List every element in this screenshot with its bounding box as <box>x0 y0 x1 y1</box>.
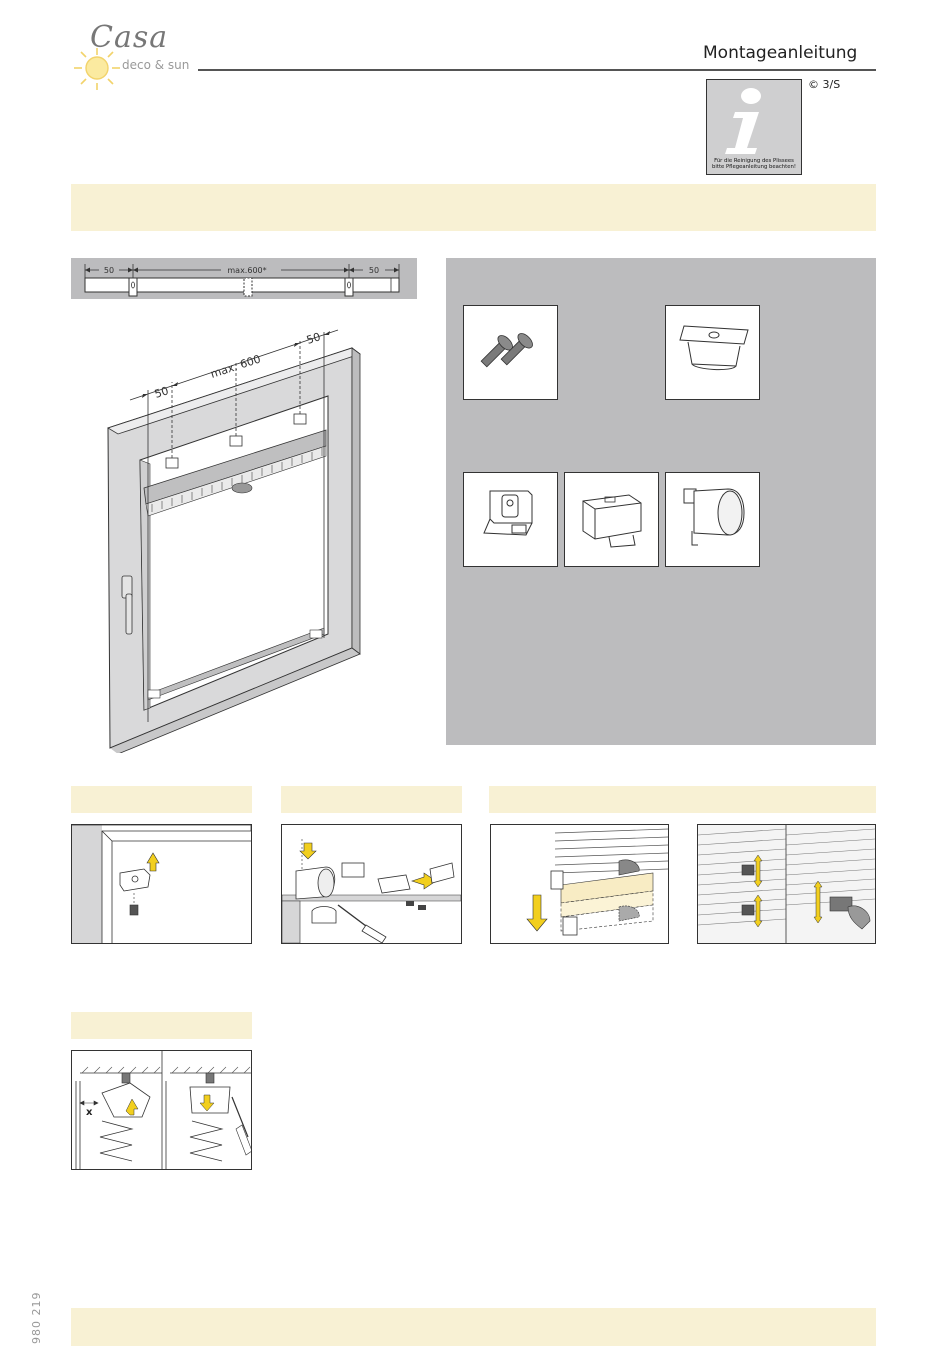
top-info-band <box>71 184 876 231</box>
step1-mount-plate <box>71 824 252 944</box>
screwdriver-icon <box>362 925 386 943</box>
info-caption-line2: bitte Pflegeanleitung beachten! <box>712 164 796 170</box>
down-arrow-icon <box>527 895 547 931</box>
parts-panel <box>446 258 876 745</box>
window-dim-right: 50 <box>304 330 323 347</box>
window-illustration <box>90 318 370 753</box>
document-number: 980 219 <box>30 1291 43 1344</box>
cord-holder-icon <box>666 473 759 566</box>
info-caption-line1: Für die Reinigung des Plissees <box>714 158 794 164</box>
screw-icon <box>130 905 138 915</box>
step2-header-band <box>281 786 462 813</box>
end-cap-icon <box>565 473 658 566</box>
screwdriver-icon <box>236 1125 251 1155</box>
copyright-code: © 3/S <box>808 78 841 91</box>
logo-wordmark: Casa <box>90 20 169 55</box>
header-rule <box>198 69 876 71</box>
rail-dimension-diagram <box>71 258 417 299</box>
dim-middle-label: max.600* <box>227 266 267 275</box>
step3-x-label: x <box>86 1107 93 1118</box>
part-cord-holder <box>665 472 760 567</box>
dim-right-label: 50 <box>368 266 380 275</box>
step3-header-band <box>71 1012 252 1039</box>
screw-icon <box>464 306 557 399</box>
clip-bracket-icon <box>464 473 557 566</box>
step1-header-band <box>71 786 252 813</box>
step2-assemble-parts <box>281 824 462 944</box>
part-mounting-plate <box>665 305 760 400</box>
part-end-cap <box>564 472 659 567</box>
info-icon <box>707 82 801 156</box>
step4a-insert-blind <box>490 824 669 944</box>
down-arrow-icon <box>300 843 316 859</box>
step3-clamp-fixing <box>71 1050 252 1170</box>
step4b-adjust-blind <box>697 824 876 944</box>
part-clip-bracket <box>463 472 558 567</box>
mounting-plate-icon <box>666 306 759 399</box>
page-title: Montageanleitung <box>703 43 858 63</box>
window-dim-left: 50 <box>152 384 171 401</box>
footer-band <box>71 1308 876 1346</box>
logo-tagline: deco & sun <box>122 58 190 72</box>
window-dim-middle: max. 600 <box>208 352 263 381</box>
dim-left-label: 50 <box>103 266 115 275</box>
up-arrow-icon <box>147 853 159 871</box>
step4-header-band <box>489 786 876 813</box>
info-box <box>706 79 802 175</box>
part-screws <box>463 305 558 400</box>
